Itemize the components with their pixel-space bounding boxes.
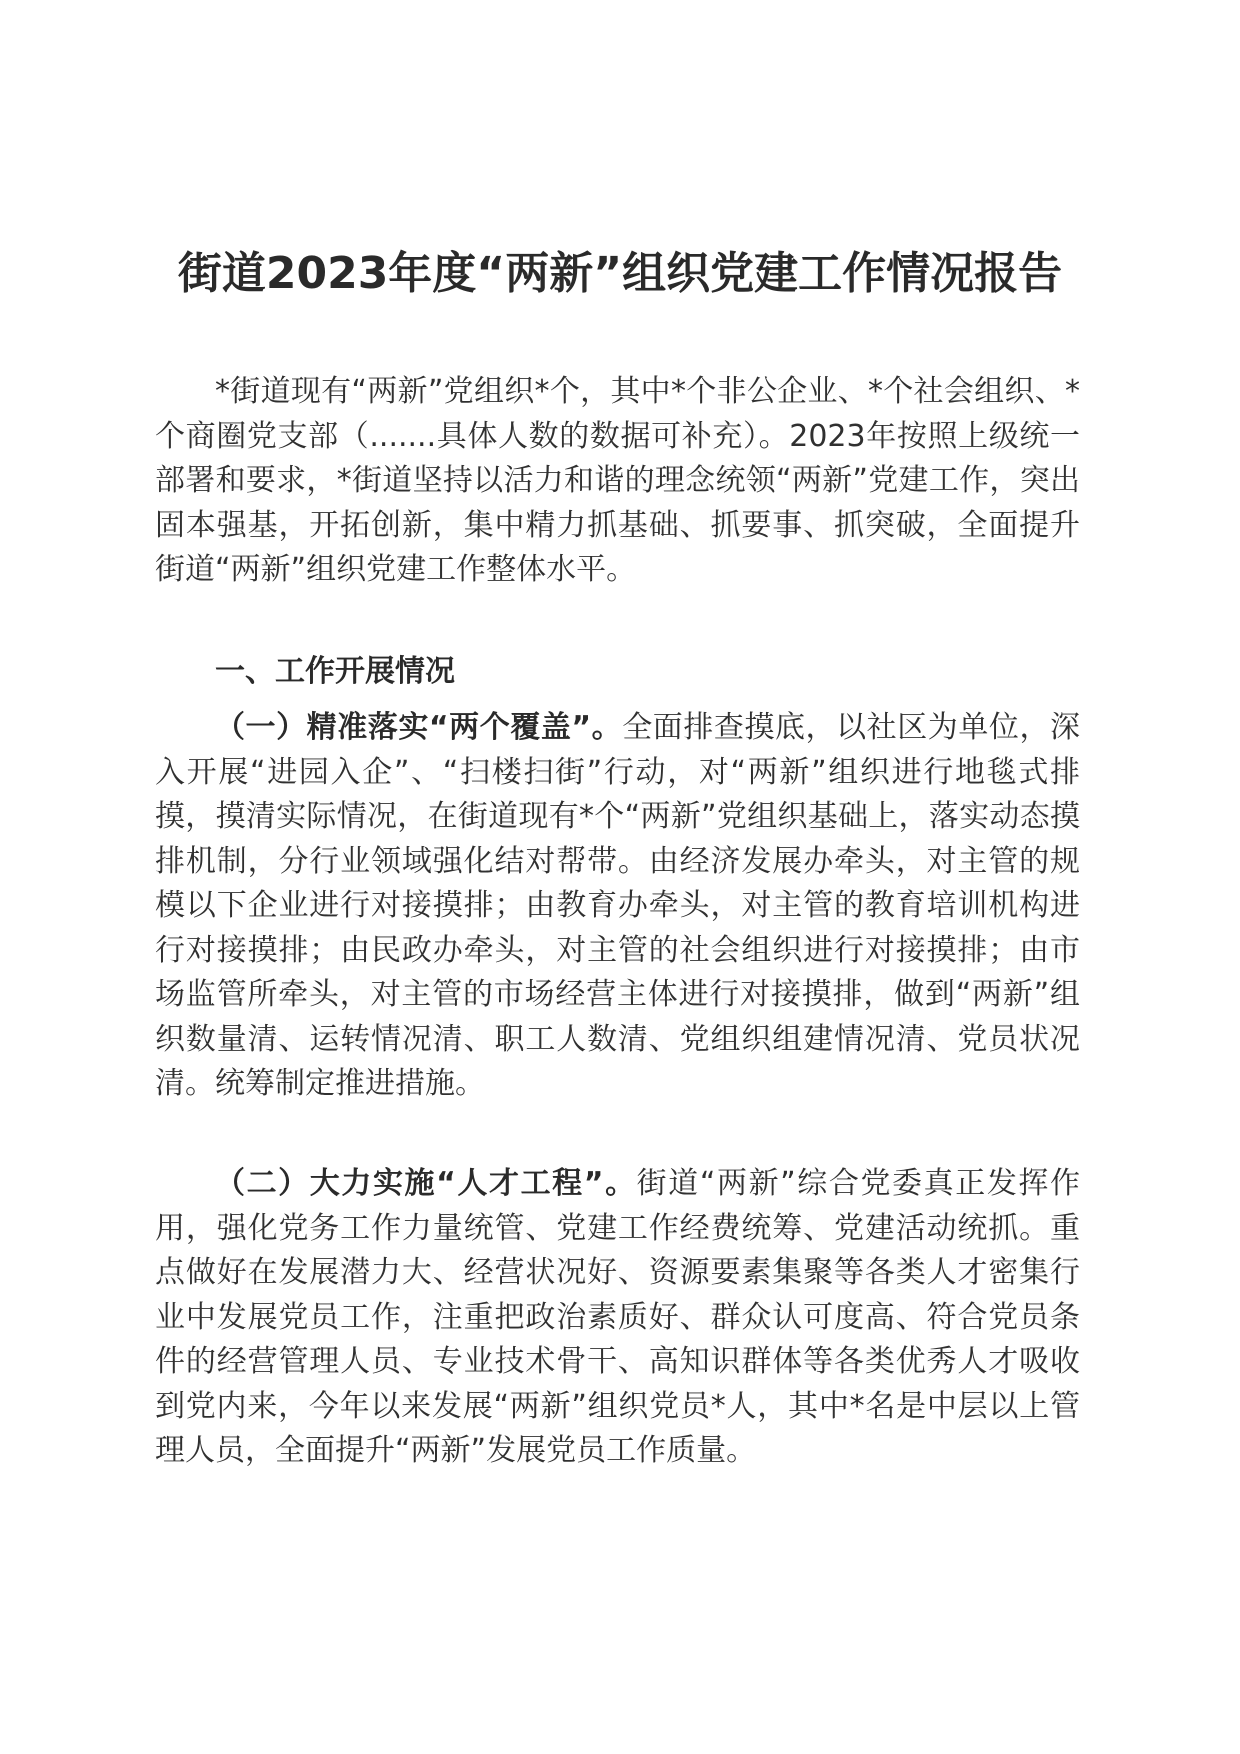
subsection-text-1: 全面排查摸底，以社区为单位，深入开展“进园入企”、“扫楼扫街”行动，对“两新”组织进行地毯式排摸，摸清实际情况，在街道现有*个“两新”党组织基础上，落实动态摸排机制，分行业领域强化结对帮带。由经济发展办牵头，对主管的规模以下企业进行对接摸排；由教育办牵头，对主管的教育培训机构进行对接摸排；由民政办牵头，对主管的社会组织进行对接摸排；由市场监管所牵头，对主管的市场经营主体进行对接摸排，做到“两新”组织数量清、运转情况清、职工人数清、党组织组建情况清、党员状况清。统筹制定推进措施。 <box>155 710 1080 1101</box>
section-heading: 一、工作开展情况 <box>215 654 455 689</box>
document-title: 街道2023年度“两新”组织党建工作情况报告 <box>177 248 1063 299</box>
subsection-heading-2: （二）大力实施“人才工程”。 <box>215 1166 637 1201</box>
subsection-text-2: 街道“两新”综合党委真正发挥作用，强化党务工作力量统管、党建工作经费统筹、党建活动统抓。重点做好在发展潜力大、经营状况好、资源要素集聚等各类人才密集行业中发展党员工作，注重把政治素质好、群众认可度高、符合党员条件的经营管理人员、专业技术骨干、高知识群体等各类优秀人才吸收到党内来，今年以来发展“两新”组织党员*人，其中*名是中层以上管理人员，全面提升“两新”发展党员工作质量。 <box>155 1166 1080 1468</box>
subsection-paragraph-1 <box>155 706 1080 1107</box>
subsection-heading-1: （一）精准落实“两个覆盖”。 <box>215 710 623 745</box>
intro-paragraph: *街道现有“两新”党组织*个，其中*个非公企业、*个社会组织、*个商圈党支部（.......具体人数的数据可补充）。2023年按照上级统一部署和要求，*街道坚持以活力和谐的理念统领“两新”党建工作，突出固本强基，开拓创新，集中精力抓基础、抓要事、抓突破，全面提升街道“两新”组织党建工作整体水平。 <box>155 374 1080 587</box>
subsection-paragraph-2 <box>155 1162 1080 1474</box>
